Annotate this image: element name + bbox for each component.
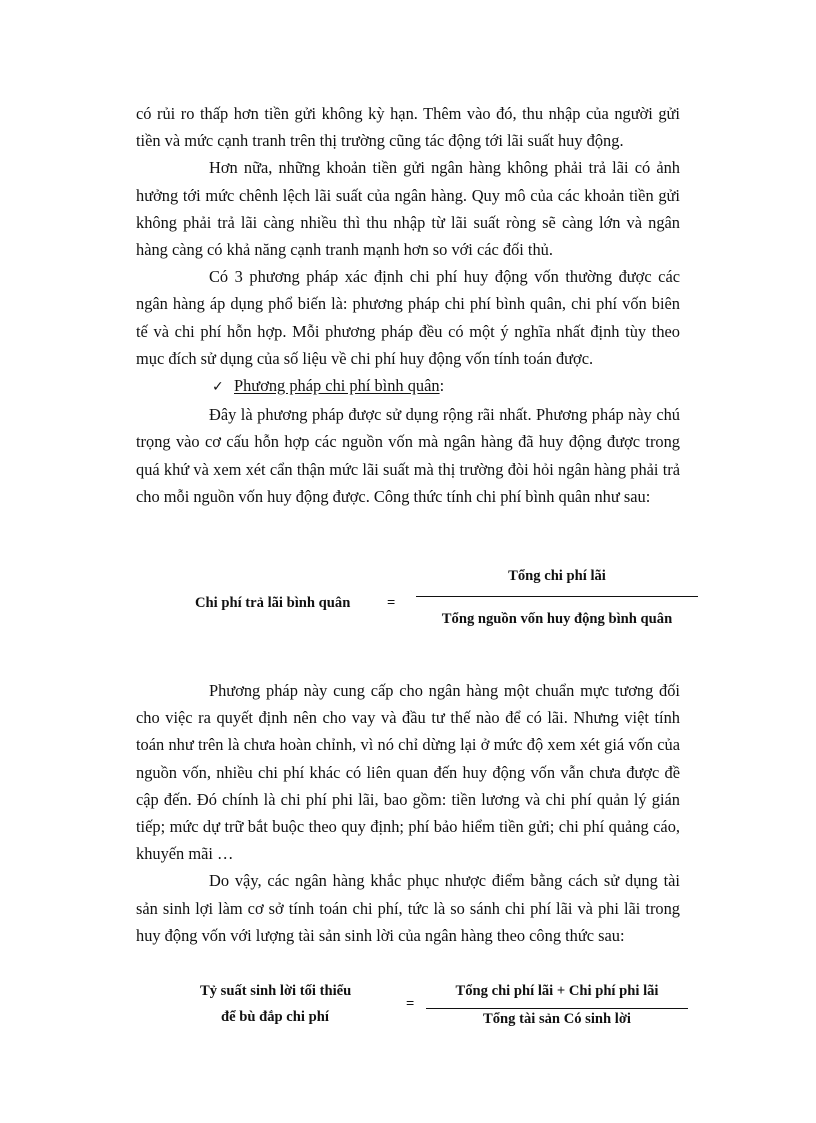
formula-minimum-return-rate (136, 978, 696, 1038)
body-text-top (136, 100, 680, 510)
paragraph-average-cost-description: Đây là phương pháp được sử dụng rộng rãi nhất. Phương pháp này chú trọng vào cơ cấu hỗn hợp các nguồn vốn mà ngân hàng đã huy động được trong quá khứ và xem xét cẩn thận mức lãi suất mà thị trường đòi hỏi ngân hàng phải trả cho mỗi nguồn vốn huy động được. Công thức tính chi phí bình quân như sau: (136, 405, 680, 506)
bullet-label: Phương pháp chi phí bình quân (234, 376, 440, 396)
formula1-numerator: Tổng chi phí lãi (508, 568, 606, 584)
formula2-lhs-line2: để bù đắp chi phí (221, 1009, 329, 1025)
paragraph-earning-assets: Do vậy, các ngân hàng khắc phục nhược điểm bằng cách sử dụng tài sản sinh lợi làm cơ sở tính toán chi phí, tức là so sánh chi phí lãi và phi lãi trong huy động vốn với lượng tài sản sinh lời của ngân hàng theo công thức sau: (136, 871, 680, 945)
paragraph-three-methods: Có 3 phương pháp xác định chi phí huy động vốn thường được các ngân hàng áp dụng phổ biến là: phương pháp chi phí bình quân, chi phí vốn biên tế và chi phí hỗn hợp. Mỗi phương pháp đều có một ý nghĩa nhất định tùy theo mục đích sử dụng của số liệu về chi phí huy động vốn tính toán được. (136, 267, 680, 368)
formula2-denominator: Tổng tài sản Có sinh lời (483, 1011, 631, 1027)
paragraph-non-interest-deposits: Hơn nữa, những khoản tiền gửi ngân hàng không phải trả lãi có ảnh hưởng tới mức chênh lệch lãi suất của ngân hàng. Quy mô của các khoản tiền gửi không phải trả lãi càng nhiều thì thu nhập từ lãi suất ròng sẽ càng lớn và ngân hàng càng có khả năng cạnh tranh mạnh hơn so với các đối thủ. (136, 158, 680, 260)
formula1-equals: = (387, 595, 396, 611)
paragraph-continuation: có rủi ro thấp hơn tiền gửi không kỳ hạn. Thêm vào đó, thu nhập của người gửi tiền và mức cạnh tranh trên thị trường cũng tác động tới lãi suất huy động. (136, 104, 680, 151)
formula1-fraction-bar (416, 596, 698, 597)
formula2-fraction-bar (426, 1008, 688, 1009)
formula1-denominator: Tổng nguồn vốn huy động bình quân (441, 611, 673, 627)
formula2-lhs-line1: Tỷ suất sinh lời tối thiểu (200, 983, 352, 999)
body-text-bottom (136, 677, 680, 949)
bullet-colon: : (439, 376, 445, 396)
formula2-equals: = (406, 996, 415, 1012)
paragraph-method-evaluation: Phương pháp này cung cấp cho ngân hàng một chuẩn mực tương đối cho việc ra quyết định nên cho vay và đầu tư thế nào để có lãi. Nhưng việt tính toán như trên là chưa hoàn chỉnh, vì nó chỉ dừng lại ở mức độ xem xét giá vốn của nguồn vốn, nhiều chi phí khác có liên quan đến huy động vốn vẫn chưa được đề cập đến. Đó chính là chi phí phi lãi, bao gồm: tiền lương và chi phí quản lý gián tiếp; mức dự trữ bắt buộc theo quy định; phí bảo hiểm tiền gửi; chi phí quảng cáo, khuyến mãi … (136, 681, 680, 864)
formula2-numerator: Tổng chi phí lãi + Chi phí phi lãi (455, 983, 659, 999)
formula-average-interest-cost (136, 562, 696, 642)
formula1-lhs: Chi phí trả lãi bình quân (195, 595, 351, 611)
bullet-average-cost-method (136, 372, 680, 401)
checkmark-icon: ✓ (212, 379, 224, 396)
